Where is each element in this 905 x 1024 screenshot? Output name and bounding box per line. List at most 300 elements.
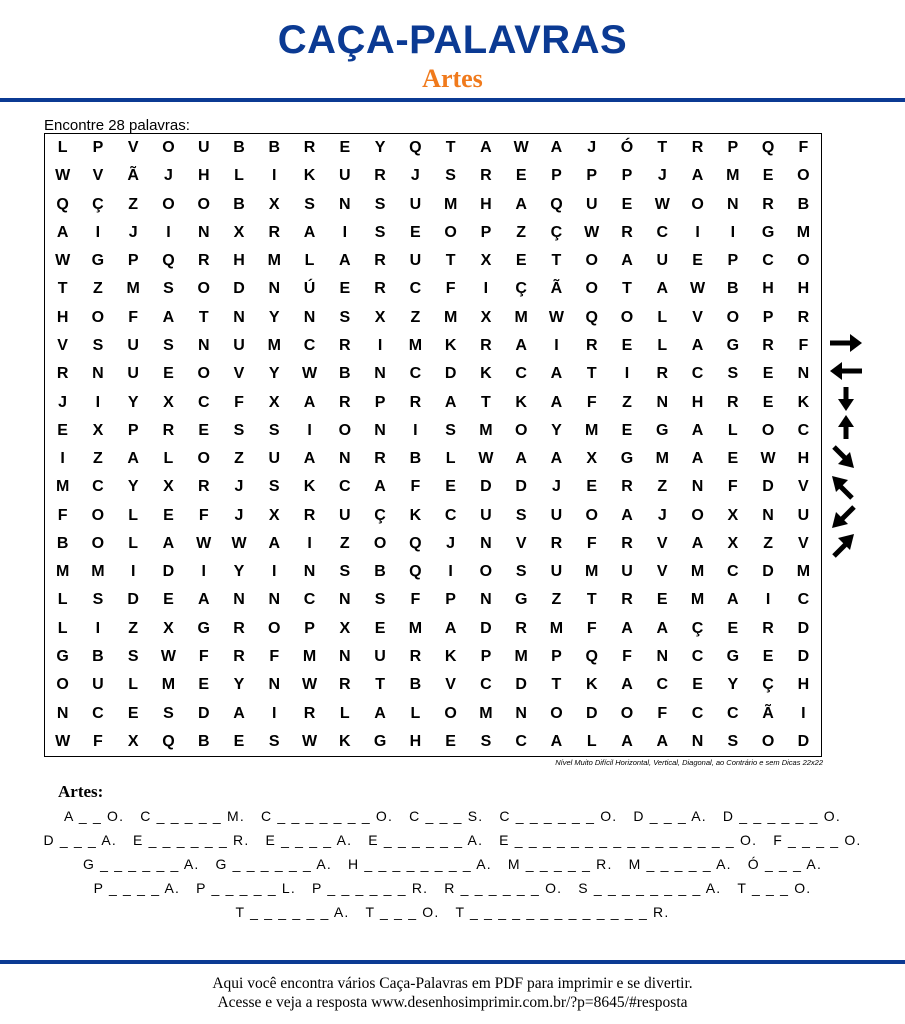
grid-cell: F	[798, 337, 809, 355]
grid-cell: G	[656, 421, 669, 439]
grid-cell: U	[550, 506, 563, 524]
grid-cell: F	[198, 506, 209, 524]
grid-cell: A	[550, 393, 563, 411]
grid-cell: M	[408, 619, 423, 637]
grid-cell: L	[657, 337, 668, 355]
grid-cell: Q	[162, 732, 175, 750]
grid-cell: V	[445, 676, 456, 694]
grid-cell: A	[303, 223, 316, 241]
arrow-up-icon	[826, 414, 866, 440]
word-clue: E _ _ _ _ _ _ A.	[368, 832, 484, 848]
grid-cell: I	[624, 365, 630, 383]
grid-cell: O	[479, 563, 493, 581]
grid-cell: T	[198, 308, 209, 326]
grid-cell: L	[57, 619, 68, 637]
grid-cell: Z	[128, 619, 139, 637]
grid-cell: B	[92, 648, 104, 666]
grid-cell: R	[303, 704, 316, 722]
grid-cell: B	[268, 139, 281, 157]
word-list-row	[0, 832, 905, 856]
grid-cell: N	[762, 506, 774, 524]
grid-cell: I	[413, 421, 418, 439]
grid-cell: M	[549, 619, 564, 637]
grid-cell: E	[198, 421, 210, 439]
grid-cell: O	[726, 308, 740, 326]
grid-cell: A	[691, 167, 704, 185]
grid-cell: W	[55, 732, 71, 750]
grid-cell: P	[480, 648, 492, 666]
grid-cell: I	[95, 223, 101, 241]
grid-cell: M	[161, 676, 176, 694]
grid-cell: Y	[233, 563, 245, 581]
grid-cell: Z	[516, 223, 527, 241]
grid-cell: C	[656, 676, 669, 694]
grid-cell: R	[303, 139, 316, 157]
grid-cell: D	[797, 648, 810, 666]
word-list-row	[0, 880, 905, 904]
grid-cell: E	[586, 478, 598, 496]
grid-cell: A	[233, 704, 245, 722]
grid-cell: L	[128, 534, 139, 552]
grid-cell: N	[339, 648, 351, 666]
grid-cell: O	[761, 732, 775, 750]
grid-cell: P	[445, 591, 456, 609]
grid-cell: Z	[128, 195, 139, 213]
grid-cell: R	[409, 393, 422, 411]
grid-cell: S	[374, 195, 386, 213]
grid-cell: O	[162, 195, 175, 213]
grid-cell: T	[657, 139, 668, 157]
grid-cell: Y	[127, 478, 139, 496]
grid-cell: E	[762, 365, 774, 383]
grid-cell: X	[127, 732, 139, 750]
grid-cell: A	[550, 365, 563, 383]
grid-cell: S	[92, 337, 104, 355]
grid-cell: E	[163, 506, 174, 524]
grid-cell: A	[691, 337, 704, 355]
grid-cell: X	[586, 450, 598, 468]
grid-cell: A	[339, 252, 351, 270]
grid-cell: W	[760, 450, 776, 468]
grid-cell: M	[267, 337, 281, 355]
grid-cell: C	[409, 280, 422, 298]
grid-cell: E	[233, 732, 245, 750]
grid-cell: F	[657, 704, 668, 722]
grid-cell: Q	[550, 195, 563, 213]
grid-cell: N	[480, 534, 492, 552]
grid-cell: K	[409, 506, 422, 524]
grid-cell: J	[163, 167, 173, 185]
grid-cell: A	[515, 450, 527, 468]
grid-cell: Y	[551, 421, 562, 439]
grid-cell: N	[797, 365, 810, 383]
grid-cell: R	[197, 478, 210, 496]
grid-cell: O	[56, 676, 69, 694]
grid-cell: U	[656, 252, 669, 270]
grid-cell: W	[301, 365, 318, 383]
grid-cell: L	[657, 308, 668, 326]
grid-cell: J	[234, 506, 244, 524]
grid-cell: H	[409, 732, 422, 750]
grid-cell: N	[515, 704, 527, 722]
grid-cell: Q	[761, 139, 775, 157]
grid-cell: Ç	[691, 619, 704, 637]
grid-cell: N	[268, 280, 281, 298]
word-clue: D _ _ _ A.	[633, 808, 707, 824]
grid-cell: B	[409, 450, 422, 468]
grid-cell: O	[585, 252, 598, 270]
grid-cell: I	[272, 167, 277, 185]
grid-cell: G	[91, 252, 105, 270]
grid-cell: X	[480, 308, 492, 326]
grid-cell: N	[339, 195, 351, 213]
word-list-row	[0, 904, 905, 928]
word-clue: D _ _ _ A.	[43, 832, 117, 848]
grid-cell: I	[554, 337, 559, 355]
grid-cell: C	[797, 421, 810, 439]
grid-cell: O	[268, 619, 281, 637]
grid-cell: O	[691, 506, 704, 524]
grid-cell: N	[480, 591, 492, 609]
word-list-title: Artes:	[58, 782, 104, 801]
grid-cell: W	[196, 534, 212, 552]
word-clue: Ó _ _ _ A.	[747, 856, 823, 872]
grid-cell: C	[303, 337, 316, 355]
grid-cell: T	[481, 393, 491, 411]
grid-cell: K	[339, 732, 351, 750]
grid-cell: F	[727, 478, 738, 496]
grid-cell: R	[762, 619, 774, 637]
grid-cell: I	[130, 563, 136, 581]
grid-cell: M	[690, 563, 705, 581]
footer-line-1: Aqui você encontra vários Caça-Palavras em PDF para imprimir e se divertir.	[212, 975, 693, 992]
page-title: CAÇA-PALAVRAS	[277, 18, 628, 62]
grid-cell: H	[797, 280, 810, 298]
arrow-down-right-icon	[826, 444, 866, 470]
grid-cell: Ç	[374, 506, 386, 524]
grid-cell: W	[301, 732, 318, 750]
grid-cell: C	[727, 563, 739, 581]
grid-cell: I	[272, 704, 277, 722]
grid-cell: I	[201, 563, 206, 581]
word-clue: C _ _ _ _ _ M.	[140, 808, 245, 824]
grid-cell: L	[128, 676, 139, 694]
grid-cell: M	[796, 223, 811, 241]
grid-cell: U	[127, 337, 139, 355]
grid-cell: A	[656, 619, 669, 637]
grid-cell: N	[691, 478, 704, 496]
grid-cell: H	[797, 676, 810, 694]
grid-cell: C	[515, 732, 527, 750]
grid-cell: Z	[339, 534, 350, 552]
grid-cell: P	[762, 308, 774, 326]
grid-cell: V	[127, 139, 139, 157]
grid-cell: V	[57, 337, 68, 355]
grid-cell: Ú	[303, 280, 316, 298]
grid-cell: E	[656, 591, 668, 609]
grid-cell: O	[197, 450, 210, 468]
grid-cell: N	[303, 308, 316, 326]
word-clue: M _ _ _ _ _ R.	[507, 856, 613, 872]
word-clue: R _ _ _ _ _ _ O.	[444, 880, 563, 896]
grid-cell: D	[762, 563, 774, 581]
grid-cell: Z	[93, 450, 103, 468]
grid-cell: R	[374, 167, 386, 185]
grid-cell: X	[163, 619, 174, 637]
grid-cell: T	[622, 280, 632, 298]
grid-cell: E	[198, 676, 210, 694]
grid-cell: G	[197, 619, 210, 637]
grid-cell: O	[620, 704, 634, 722]
word-clue: H _ _ _ _ _ _ _ _ A.	[347, 856, 492, 872]
grid-cell: T	[445, 252, 456, 270]
grid-cell: A	[550, 732, 563, 750]
grid-cell: U	[339, 506, 351, 524]
grid-cell: N	[303, 563, 316, 581]
grid-cell: E	[727, 619, 739, 637]
grid-cell: Y	[127, 393, 139, 411]
grid-cell: C	[480, 676, 492, 694]
grid-cell: A	[550, 139, 563, 157]
grid-cell: E	[445, 478, 456, 496]
grid-cell: X	[374, 308, 386, 326]
arrow-left-icon	[826, 358, 866, 384]
grid-cell: O	[338, 421, 352, 439]
grid-cell: O	[91, 506, 105, 524]
grid-cell: E	[515, 167, 527, 185]
grid-cell: M	[726, 167, 740, 185]
grid-cell: N	[339, 591, 351, 609]
grid-cell: X	[92, 421, 104, 439]
grid-cell: L	[57, 139, 68, 157]
arrow-right-icon	[826, 330, 866, 356]
word-clue: T _ _ _ _ _ _ _ _ _ _ _ _ _ R.	[455, 904, 670, 920]
grid-cell: Ç	[515, 280, 527, 298]
grid-cell: E	[127, 704, 139, 722]
grid-cell: O	[797, 252, 810, 270]
grid-cell: R	[585, 337, 598, 355]
grid-cell: K	[303, 167, 316, 185]
footer	[0, 974, 905, 1012]
grid-cell: L	[586, 732, 597, 750]
grid-cell: A	[727, 591, 739, 609]
grid-cell: J	[551, 478, 561, 496]
grid-cell: F	[586, 393, 597, 411]
grid-cell: R	[162, 421, 175, 439]
grid-cell: A	[515, 195, 527, 213]
grid-cell: R	[515, 619, 527, 637]
grid-cell: L	[445, 450, 456, 468]
grid-cell: S	[163, 704, 174, 722]
instruction-text: Encontre 28 palavras:	[44, 117, 190, 134]
grid-cell: D	[762, 478, 774, 496]
grid-cell: I	[695, 223, 700, 241]
grid-cell: F	[410, 478, 421, 496]
grid-cell: L	[128, 506, 139, 524]
grid-cell: G	[726, 337, 740, 355]
grid-cell: G	[761, 223, 775, 241]
grid-cell: J	[587, 139, 597, 157]
grid-cell: U	[550, 563, 563, 581]
grid-cell: Z	[657, 478, 668, 496]
grid-cell: E	[515, 252, 527, 270]
grid-cell: S	[163, 280, 174, 298]
grid-cell: U	[409, 252, 422, 270]
grid-cell: I	[342, 223, 348, 241]
grid-cell: I	[483, 280, 489, 298]
grid-cell: I	[272, 563, 277, 581]
grid-cell: M	[514, 308, 528, 326]
grid-cell: Ç	[762, 676, 774, 694]
grid-cell: X	[268, 393, 280, 411]
grid-cell: R	[762, 337, 774, 355]
word-clue: D _ _ _ _ _ _ O.	[722, 808, 841, 824]
grid-cell: E	[410, 223, 421, 241]
grid-cell: D	[233, 280, 245, 298]
grid-cell: R	[480, 167, 492, 185]
grid-cell: I	[765, 591, 771, 609]
footer-line-2: Acesse e veja a resposta www.desenhosimprimir.com.br/?p=8645/#resposta	[217, 994, 688, 1011]
grid-cell: A	[127, 450, 139, 468]
grid-cell: K	[515, 393, 527, 411]
grid-cell: Q	[585, 648, 598, 666]
word-clue: E _ _ _ _ A.	[265, 832, 353, 848]
word-clue: E _ _ _ _ _ _ _ _ _ _ _ _ _ _ _ _ O.	[499, 832, 758, 848]
grid-cell: V	[656, 534, 668, 552]
grid-cell: P	[586, 167, 598, 185]
grid-cell: M	[267, 252, 281, 270]
grid-cell: A	[621, 506, 633, 524]
grid-cell: C	[656, 223, 669, 241]
grid-cell: M	[585, 421, 599, 439]
grid-cell: M	[443, 195, 458, 213]
grid-cell: W	[689, 280, 706, 298]
grid-cell: T	[586, 365, 597, 383]
grid-cell: S	[727, 732, 739, 750]
grid-cell: T	[445, 139, 456, 157]
grid-cell: S	[268, 478, 280, 496]
grid-cell: E	[163, 591, 174, 609]
grid-cell: F	[622, 648, 632, 666]
grid-cell: V	[656, 563, 668, 581]
grid-cell: X	[268, 195, 280, 213]
grid-cell: J	[410, 167, 420, 185]
grid-cell: Z	[410, 308, 421, 326]
grid-cell: X	[480, 252, 492, 270]
grid-cell: X	[163, 478, 174, 496]
grid-cell: L	[727, 421, 738, 439]
grid-cell: H	[691, 393, 704, 411]
grid-cell: R	[374, 252, 386, 270]
word-clue: E _ _ _ _ _ _ R.	[132, 832, 250, 848]
grid-cell: F	[57, 506, 68, 524]
grid-cell: S	[268, 421, 280, 439]
grid-cell: A	[444, 393, 457, 411]
grid-cell: H	[480, 195, 492, 213]
grid-cell: N	[233, 591, 245, 609]
grid-cell: A	[656, 732, 669, 750]
word-clue: P _ _ _ _ _ L.	[196, 880, 296, 896]
grid-cell: U	[621, 563, 633, 581]
grid-cell: S	[339, 563, 351, 581]
grid-cell: V	[92, 167, 104, 185]
grid-cell: S	[233, 421, 245, 439]
grid-cell: O	[514, 421, 528, 439]
grid-cell: R	[550, 534, 563, 552]
grid-cell: O	[373, 534, 387, 552]
grid-cell: F	[798, 139, 809, 157]
grid-cell: A	[621, 676, 633, 694]
grid-cell: S	[374, 591, 386, 609]
grid-cell: A	[56, 223, 69, 241]
grid-cell: L	[234, 167, 244, 185]
grid-cell: R	[691, 139, 704, 157]
grid-cell: W	[513, 139, 529, 157]
grid-cell: N	[56, 704, 69, 722]
word-clue: P _ _ _ _ _ _ R.	[312, 880, 429, 896]
grid-cell: M	[302, 648, 317, 666]
grid-cell: C	[409, 365, 422, 383]
grid-cell: L	[410, 704, 421, 722]
grid-cell: T	[586, 591, 597, 609]
grid-cell: U	[268, 450, 281, 468]
grid-cell: B	[233, 139, 245, 157]
grid-cell: A	[656, 280, 669, 298]
grid-cell: E	[762, 393, 774, 411]
grid-cell: S	[92, 591, 104, 609]
grid-cell: E	[57, 421, 68, 439]
grid-cell: M	[479, 704, 493, 722]
grid-cell: M	[126, 280, 140, 298]
grid-cell: B	[233, 195, 245, 213]
grid-cell: N	[339, 450, 351, 468]
grid-cell: P	[551, 167, 562, 185]
grid-cell: A	[162, 308, 175, 326]
grid-cell: P	[127, 252, 139, 270]
grid-cell: U	[797, 506, 810, 524]
grid-cell: S	[515, 506, 527, 524]
grid-cell: O	[585, 506, 598, 524]
grid-cell: N	[197, 337, 210, 355]
grid-cell: J	[234, 478, 244, 496]
grid-cell: K	[480, 365, 492, 383]
grid-cell: N	[233, 308, 245, 326]
grid-cell: P	[92, 139, 104, 157]
bottom-divider	[0, 960, 905, 964]
grid-cell: Q	[585, 308, 598, 326]
grid-cell: D	[197, 704, 210, 722]
grid-cell: D	[797, 619, 810, 637]
grid-cell: O	[197, 365, 210, 383]
grid-cell: L	[304, 252, 315, 270]
grid-cell: O	[197, 280, 210, 298]
grid-cell: E	[621, 337, 633, 355]
grid-cell: S	[445, 167, 456, 185]
word-clue: F _ _ _ _ O.	[773, 832, 862, 848]
grid-cell: O	[585, 280, 598, 298]
grid-cell: W	[654, 195, 670, 213]
grid-cell: A	[515, 337, 527, 355]
grid-cell: D	[480, 619, 492, 637]
grid-cell: I	[801, 704, 806, 722]
grid-cell: A	[621, 732, 633, 750]
grid-cell: M	[690, 591, 705, 609]
grid-cell: E	[692, 252, 703, 270]
grid-cell: Z	[763, 534, 773, 552]
word-clue: T _ _ _ O.	[365, 904, 440, 920]
grid-cell: U	[480, 506, 492, 524]
grid-cell: N	[656, 393, 669, 411]
